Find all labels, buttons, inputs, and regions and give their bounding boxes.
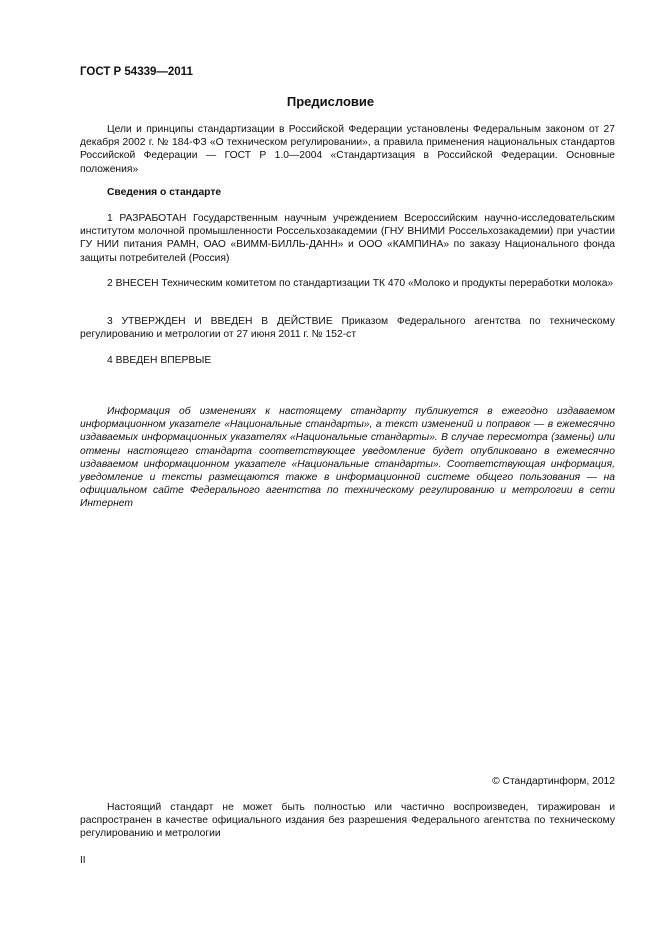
changes-information-paragraph: Информация об изменениях к настоящему стандарту публикуется в ежегодно издаваемом информационном указателе «Национальные стандарты», а текст изменений и поправок — в ежемесячно издаваемых информационных указателях «Национальные стандарты». В случае пересмотра (замены) или отмены настоящего стандарта соответствующее уведомление будет опубликовано в ежемесячно издаваемом информационном указателе «Национальные стандарты». Соответствующая информация, уведомление и тексты размещаются также в информационной системе общего пользования — на официальном сайте Федерального агентства по техническому регулированию и метрологии в сети Интернет bbox=[80, 406, 615, 510]
item-2-submitted-by: 2 ВНЕСЕН Техническим комитетом по стандартизации ТК 470 «Молоко и продукты переработки молока» bbox=[107, 278, 614, 289]
preface-intro-paragraph: Цели и принципы стандартизации в Российской Федерации установлены Федеральным законом от 27 декабря 2002 г. № 184-ФЗ «О техническом регулировании», а правила применения национальных стандартов Российской Федерации — ГОСТ Р 1.0—2004 «Стандартизация в Российской Федерации. Основные положения» bbox=[80, 124, 615, 175]
copyright-notice: © Стандартинформ, 2012 bbox=[492, 776, 615, 787]
item-3-approved: 3 УТВЕРЖДЕН И ВВЕДЕН В ДЕЙСТВИЕ Приказом Федерального агентства по техническому регулированию и метрологии от 27 июня 2011 г. № 152-ст bbox=[80, 316, 615, 341]
document-code-header: ГОСТ Р 54339—2011 bbox=[80, 66, 193, 78]
standard-info-heading: Сведения о стандарте bbox=[107, 187, 222, 198]
page-number: II bbox=[80, 855, 86, 866]
item-4-introduced-first-time: 4 ВВЕДЕН ВПЕРВЫЕ bbox=[107, 355, 212, 366]
preface-title: Предисловие bbox=[286, 94, 375, 109]
reproduction-notice: Настоящий стандарт не может быть полностью или частично воспроизведен, тиражирован и распространен в качестве официального издания без разрешения Федерального агентства по техническому регулированию и метрологии bbox=[80, 802, 615, 840]
item-1-developed-by: 1 РАЗРАБОТАН Государственным научным учреждением Всероссийским научно-исследовательским институтом молочной промышленности Россельхозакадемии (ГНУ ВНИМИ Россельхозакадемии) при участии ГУ НИИ питания РАМН, ОАО «ВИММ-БИЛЛЬ-ДАНН» и ООО «КАМПИНА» по заказу Национального фонда защиты потребителей (Россия) bbox=[80, 213, 615, 264]
